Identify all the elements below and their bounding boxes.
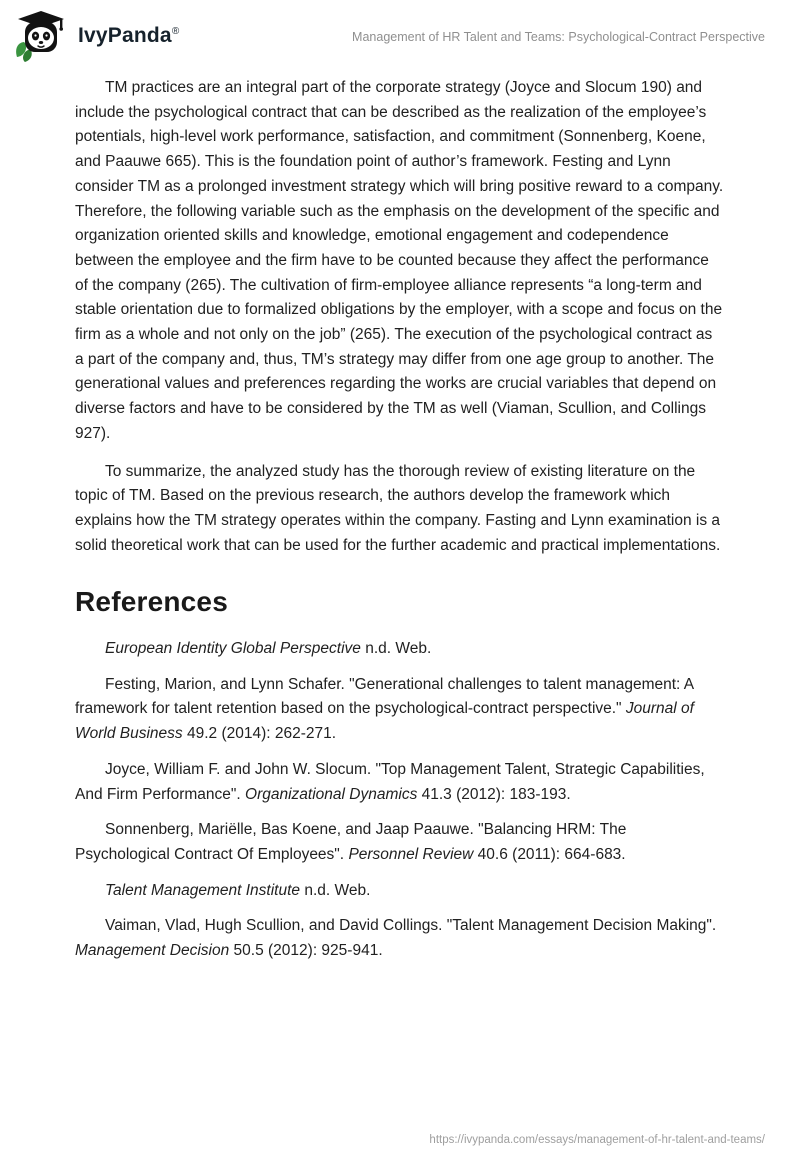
reference-item: Talent Management Institute n.d. Web. [105, 881, 371, 899]
references-heading: References [75, 586, 228, 618]
reference-item: Vaiman, Vlad, Hugh Scullion, and David Collings. "Talent Management Decision Making". Management Decision 50.5 (2012): 925-941. [75, 917, 717, 960]
brand-text: IvyPanda [78, 24, 172, 47]
reference-item: Sonnenberg, Mariëlle, Bas Koene, and Jaap Paauwe. "Balancing HRM: The Psychological Contract Of Employees". Personnel Review 40.6 (2011): 664-683. [75, 821, 627, 863]
registered-mark: ® [171, 26, 180, 37]
footer-source-url[interactable]: https://ivypanda.com/essays/management-of-hr-talent-and-teams/ [429, 1134, 765, 1146]
page-header [0, 0, 800, 62]
document-body [0, 62, 800, 964]
document-title: Management of HR Talent and Teams: Psychological-Contract Perspective [352, 30, 765, 44]
reference-item: Joyce, William F. and John W. Slocum. "Top Management Talent, Strategic Capabilities, And Firm Performance". Organizational Dynamics 41.3 (2012): 183-193. [75, 760, 705, 803]
brand-name [78, 24, 179, 48]
ivypanda-logo-icon [14, 9, 68, 63]
reference-item: European Identity Global Perspective n.d. Web. [105, 640, 432, 658]
body-paragraph-2: To summarize, the analyzed study has the thorough review of existing literature on the topic of TM. Based on the previous research, the authors develop the framework which explains how the TM strategy operates within the company. Fasting and Lynn examination is a solid theoretical work that can be used for the further academic and practical implementations. [75, 462, 721, 554]
reference-item: Festing, Marion, and Lynn Schafer. "Generational challenges to talent management: A framework for talent retention based on the psychological-contract perspective." Journal of World Business 49.2 (2014): 262-271. [75, 675, 694, 743]
body-paragraph-1: TM practices are an integral part of the corporate strategy (Joyce and Slocum 190) and include the psychological contract that can be described as the realization of the employee’s potentials, high-level work performance, satisfaction, and commitment (Sonnenberg, Koene, and Paauwe 665). This is the foundation point of author’s framework. Festing and Lynn consider TM as a prolonged investment strategy which will bring positive reward to a company. Therefore, the following variable such as the emphasis on the development of the specific and organization oriented skills and knowledge, emotional engagement and codependence between the employee and the firm have to be counted because they affect the performance of the company (265). The cultivation of firm-employee alliance represents “a long-term and stable orientation due to formalized obligations by the employer, with a scope and focus on the firm as a whole and not only on the job” (265). The execution of the psychological contract as a part of the company and, thus, TM’s strategy may differ from one age group to another. The generational values and preferences regarding the works are crucial variables that depend on diverse factors and have to be considered by the TM as well (Viaman, Scullion, and Collings 927). [75, 79, 724, 442]
